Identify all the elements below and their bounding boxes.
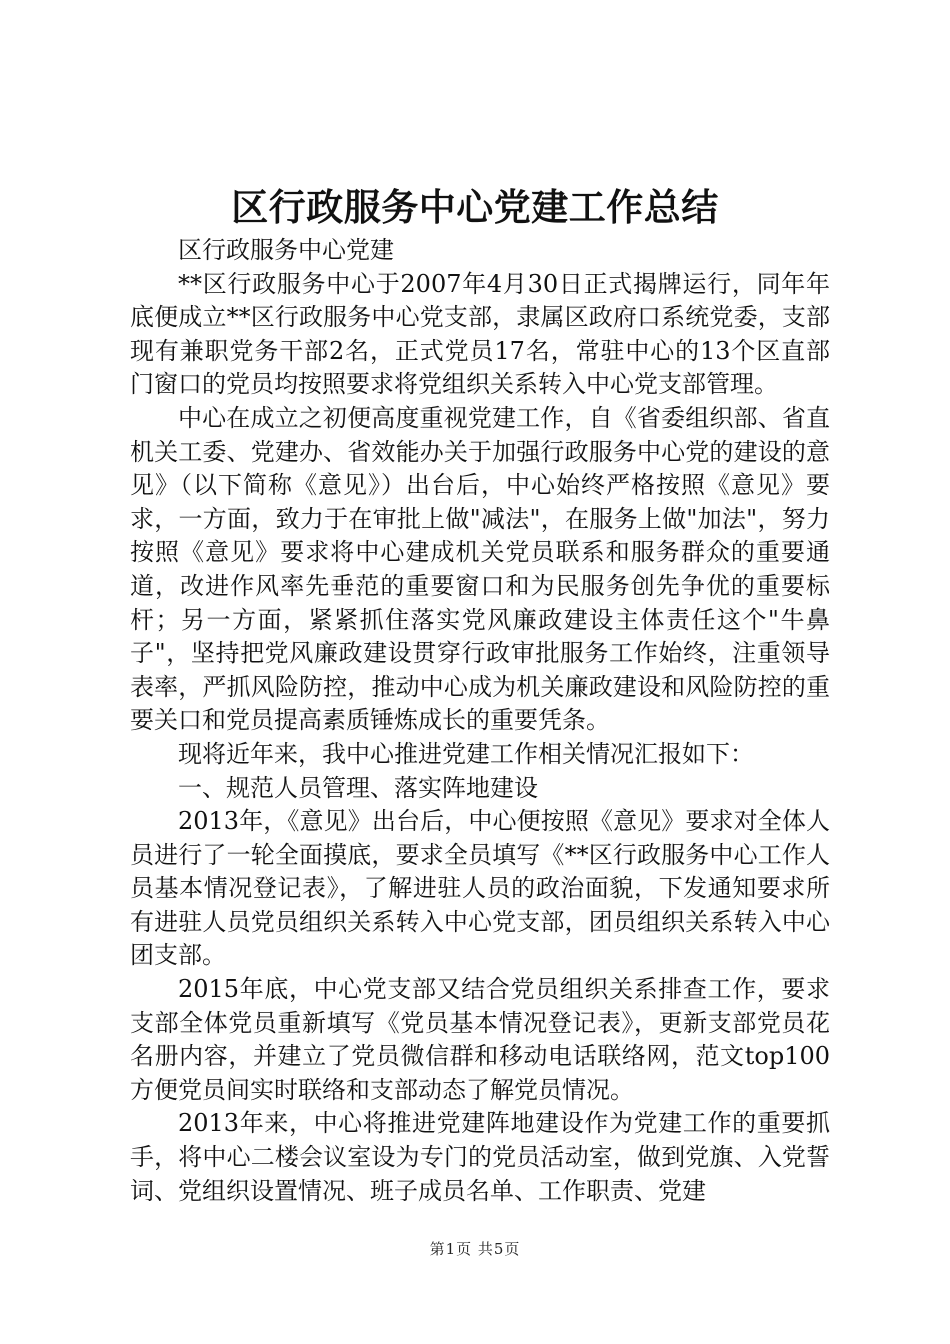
paragraph-subtitle: 区行政服务中心党建 <box>178 236 394 264</box>
paragraph-background: 中心在成立之初便高度重视党建工作，自《省委组织部、省直机关工委、党建办、省效能办关于加强行政服务中心党的建设的意见》（以下简称《意见》）出台后，中心始终严格按照《意见》要求，一方面，致力于在审批上做"减法"，在服务上做"加法"，努力按照《意见》要求将中心建成机关党员联系和服务群众的重要通道，改进作风率先垂范的重要窗口和为民服务创先争优的重要标杆；另一方面，紧紧抓住落实党风廉政建设主体责任这个"牛鼻子"，坚持把党风廉政建设贯穿行政审批服务工作始终，注重领导表率，严抓风险防控，推动中心成为机关廉政建设和风险防控的重要关口和党员提高素质锤炼成长的重要凭条。 <box>130 403 830 735</box>
document-title: 区行政服务中心党建工作总结 <box>231 186 719 229</box>
paragraph-intro: **区行政服务中心于2007年4月30日正式揭牌运行，同年年底便成立**区行政服务中心党支部，隶属区政府口系统党委，支部现有兼职党务干部2名，正式党员17名，常驻中心的13个区直部门窗口的党员均按照要求将党组织关系转入中心党支部管理。 <box>130 269 830 399</box>
section-heading-1: 一、规范人员管理、落实阵地建设 <box>178 773 538 802</box>
paragraph-2013: 2013年，《意见》出台后，中心便按照《意见》要求对全体人员进行了一轮全面摸底，要求全员填写《**区行政服务中心工作人员基本情况登记表》，了解进驻人员的政治面貌，下发通知要求所有进驻人员党员组织关系转入中心党支部，团员组织关系转入中心团支部。 <box>130 807 830 970</box>
paragraph-2015: 2015年底，中心党支部又结合党员组织关系排查工作，要求支部全体党员重新填写《党员基本情况登记表》，更新支部党员花名册内容，并建立了党员微信群和移动电话联络网，范文top100方便党员间实时联络和支部动态了解党员情况。 <box>130 975 830 1104</box>
paragraph-report-lead: 现将近年来，我中心推进党建工作相关情况汇报如下： <box>178 739 754 768</box>
document-body <box>130 234 830 1208</box>
page-number-footer: 第1页 共5页 <box>429 1240 521 1258</box>
paragraph-2013-activity-room: 2013年来，中心将推进党建阵地建设作为党建工作的重要抓手，将中心二楼会议室设为专门的党员活动室，做到党旗、入党誓词、党组织设置情况、班子成员名单、工作职责、党建 <box>130 1109 830 1205</box>
